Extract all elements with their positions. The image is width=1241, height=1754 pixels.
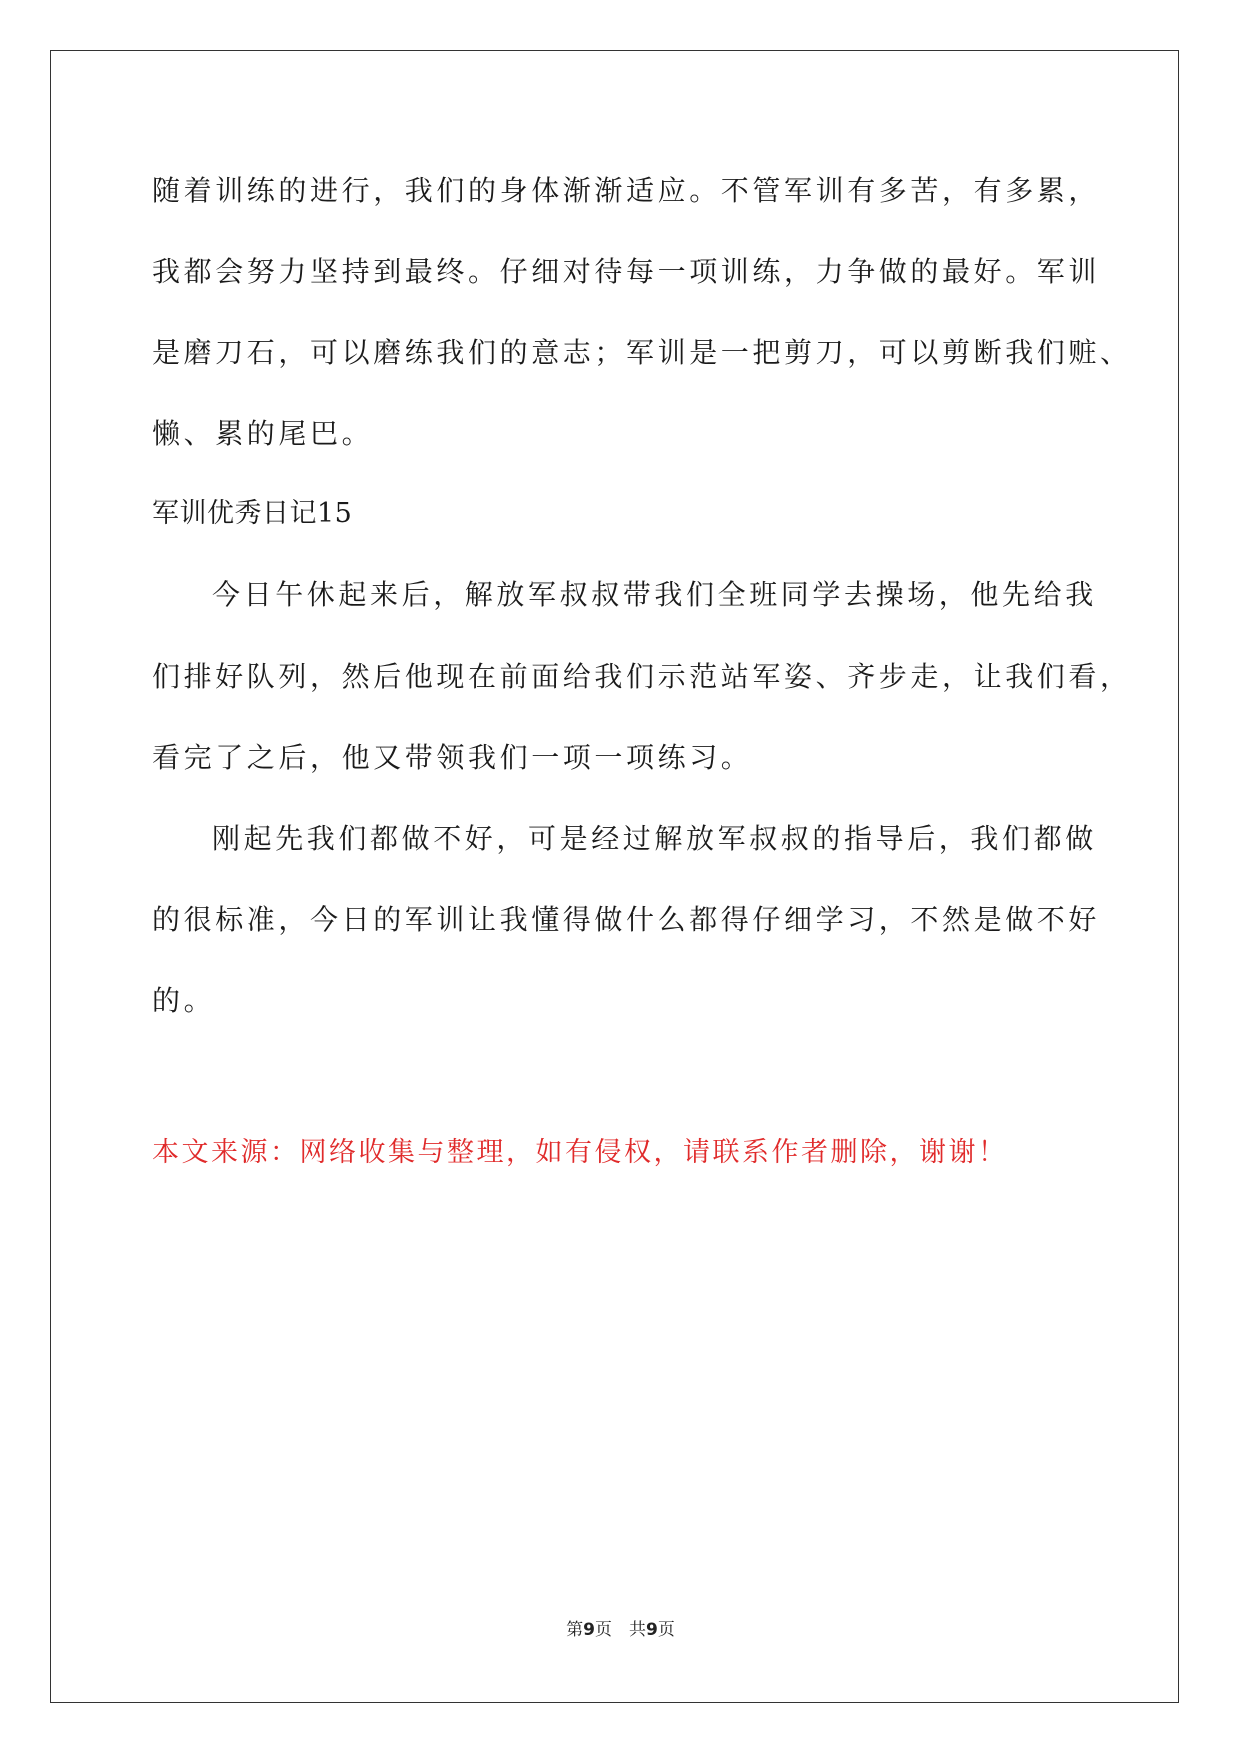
footer-page-mid: 页 共: [595, 1620, 646, 1640]
body-text-line: 是磨刀石，可以磨练我们的意志；军训是一把剪刀，可以剪断我们赃、: [152, 336, 1132, 369]
source-notice: 本文来源：网络收集与整理，如有侵权，请联系作者删除，谢谢！: [152, 1137, 1008, 1168]
footer-page-total: 9: [646, 1620, 658, 1640]
body-text-line: 刚起先我们都做不好，可是经过解放军叔叔的指导后，我们都做: [212, 822, 1097, 855]
page-footer: [0, 1618, 1241, 1642]
footer-page-suffix: 页: [657, 1620, 675, 1640]
body-text-line: 今日午休起来后，解放军叔叔带我们全班同学去操场，他先给我: [212, 578, 1097, 611]
page-border: [50, 50, 1179, 1703]
body-text-line: 看完了之后，他又带领我们一项一项练习。: [152, 741, 753, 774]
footer-page-prefix: 第: [566, 1620, 584, 1640]
body-text-line: 的。: [152, 984, 216, 1017]
body-text-line: 懒、累的尾巴。: [152, 417, 374, 450]
body-text-line: 随着训练的进行，我们的身体渐渐适应。不管军训有多苦，有多累，: [152, 174, 1101, 207]
body-text-line: 我都会努力坚持到最终。仔细对待每一项训练，力争做的最好。军训: [152, 255, 1101, 288]
body-text-line: 们排好队列，然后他现在前面给我们示范站军姿、齐步走，让我们看，: [152, 660, 1132, 693]
section-heading: 军训优秀日记15: [152, 498, 353, 529]
body-text-line: 的很标准，今日的军训让我懂得做什么都得仔细学习，不然是做不好: [152, 903, 1101, 936]
footer-page-current: 9: [583, 1620, 595, 1640]
